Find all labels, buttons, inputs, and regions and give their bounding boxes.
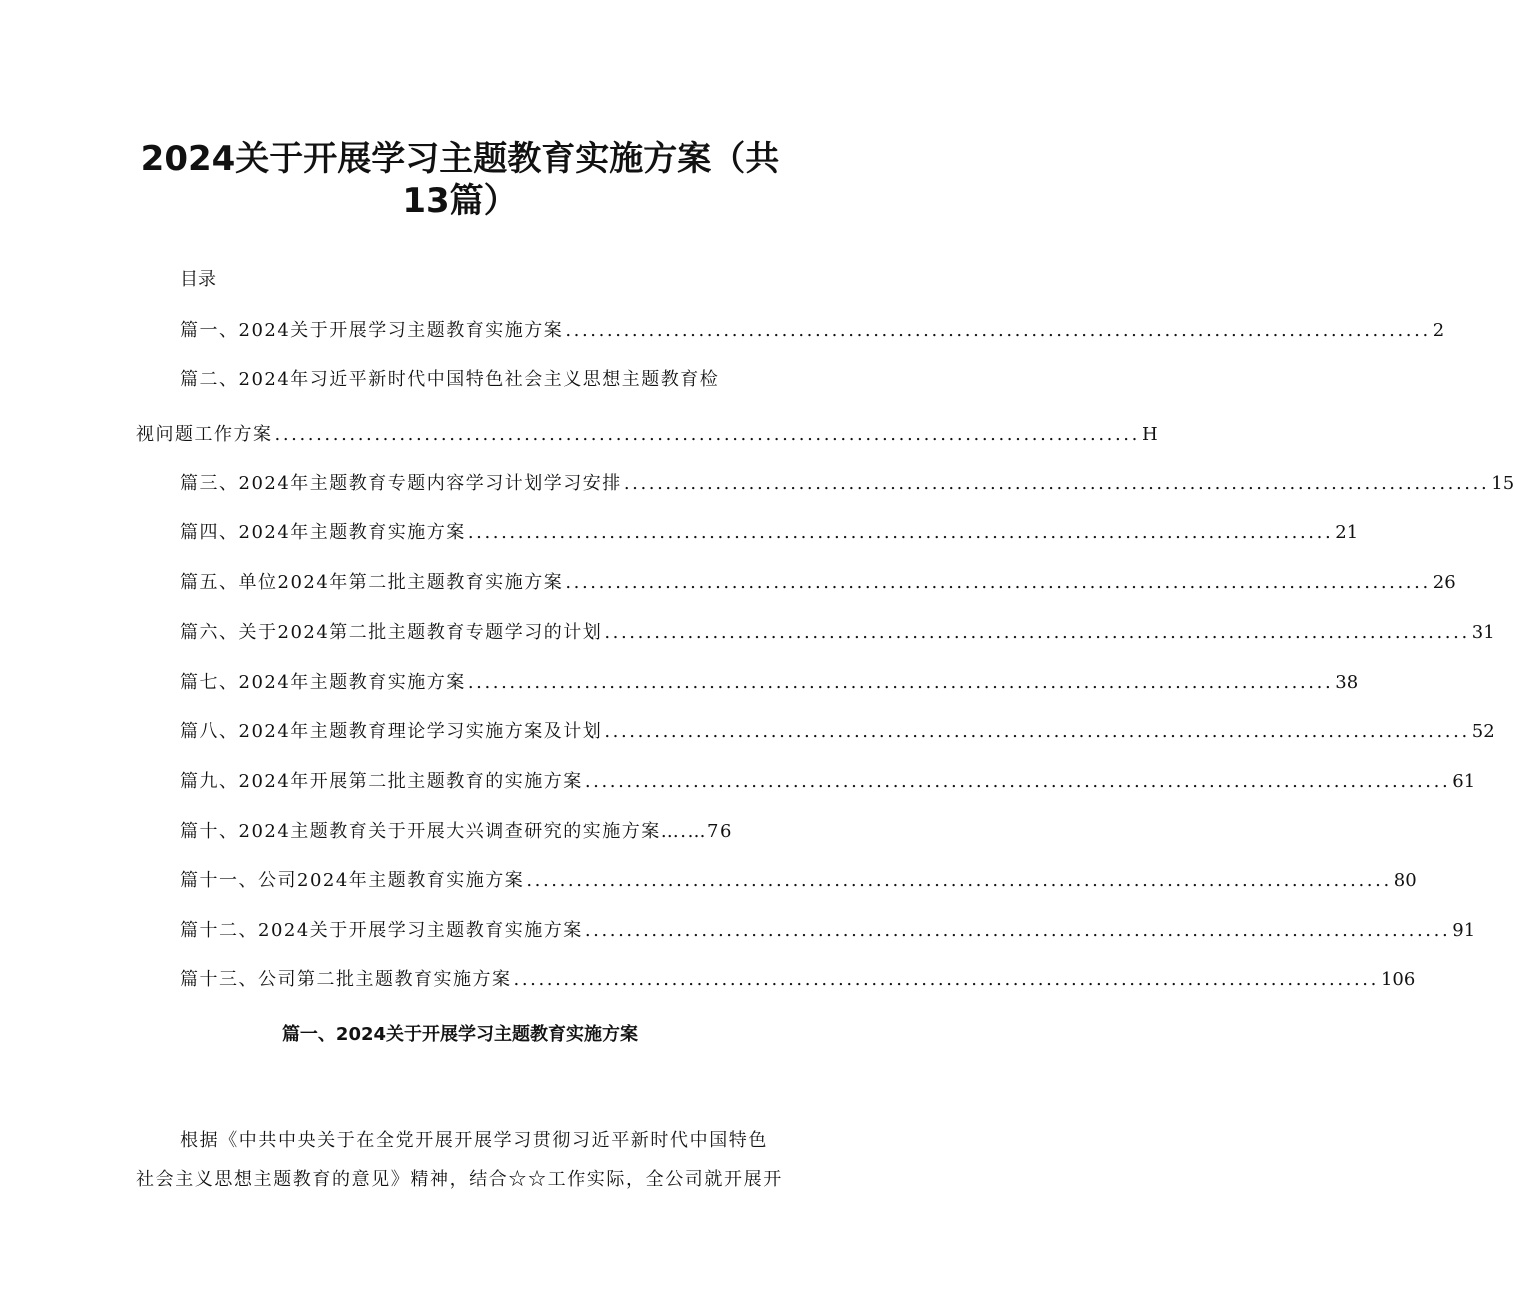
toc-entry-text: 篇十一、公司2024年主题教育实施方案 (180, 870, 525, 891)
dot-leader: ........................................................................................................ (584, 920, 1451, 941)
toc-entry-page: 26 (1432, 572, 1456, 593)
dot-leader: ........................................................................................................ (584, 771, 1451, 792)
section-heading: 篇一、2024关于开展学习主题教育实施方案 (281, 1024, 639, 1045)
toc-entry-text: 篇六、关于2024第二批主题教育专题学习的计划 (180, 622, 603, 643)
toc-label: 目录 (180, 269, 216, 290)
body-paragraph-line-2: 社会主义思想主题教育的意见》精神，结合☆☆工作实际，全公司就开展开 (136, 1169, 783, 1190)
dot-leader: ........................................................................................................ (623, 473, 1490, 494)
toc-entry-page: 52 (1471, 721, 1495, 742)
toc-entry-4[interactable] (180, 519, 1359, 547)
body-paragraph-line-1: 根据《中共中央关于在全党开展开展学习贯彻习近平新时代中国特色 (180, 1130, 768, 1151)
dot-leader: ........................................................................................................ (513, 969, 1379, 990)
toc-entry-page: 2 (1432, 320, 1445, 341)
toc-entry-page: 106 (1380, 969, 1416, 990)
toc-entry-10[interactable]: 篇十、2024主题教育关于开展大兴调查研究的实施方案….…76 (180, 821, 733, 842)
toc-entry-page: 80 (1393, 870, 1417, 891)
toc-entry-12[interactable] (180, 917, 1476, 945)
document-title-line-1: 2024关于开展学习主题教育实施方案（共 (140, 139, 780, 179)
dot-leader: ........................................................................................................ (274, 424, 1140, 445)
toc-entry-11[interactable] (180, 867, 1417, 895)
dot-leader: ........................................................................................................ (526, 870, 1392, 891)
toc-entry-9[interactable] (180, 768, 1476, 796)
toc-entry-text: 篇三、2024年主题教育专题内容学习计划学习安排 (180, 473, 622, 494)
toc-entry-page: 15 (1491, 473, 1514, 494)
toc-entry-text: 篇一、2024关于开展学习主题教育实施方案 (180, 320, 564, 341)
toc-entry-text: 篇十二、2024关于开展学习主题教育实施方案 (180, 920, 583, 941)
toc-entry-13[interactable] (180, 966, 1416, 994)
dot-leader: ........................................................................................................ (604, 721, 1470, 742)
toc-entry-page: H (1141, 424, 1158, 445)
toc-entry-text: 篇九、2024年开展第二批主题教育的实施方案 (180, 771, 583, 792)
dot-leader: ........................................................................................................ (467, 672, 1334, 693)
toc-entry-6[interactable] (180, 619, 1495, 647)
toc-entry-2-line-2[interactable] (136, 421, 1158, 449)
dot-leader: ........................................................................................................ (565, 320, 1431, 341)
toc-entry-7[interactable] (180, 669, 1359, 697)
dot-leader: ........................................................................................................ (467, 522, 1334, 543)
toc-entry-text: 篇五、单位2024年第二批主题教育实施方案 (180, 572, 564, 593)
document-title-line-2: 13篇） (402, 181, 518, 221)
toc-entry-1[interactable] (180, 317, 1445, 345)
toc-entry-page: 21 (1335, 522, 1359, 543)
toc-entry-2-line-1[interactable]: 篇二、2024年习近平新时代中国特色社会主义思想主题教育检 (180, 369, 720, 390)
dot-leader: ........................................................................................................ (604, 622, 1470, 643)
toc-entry-text: 篇十三、公司第二批主题教育实施方案 (180, 969, 512, 990)
toc-entry-page: 91 (1452, 920, 1476, 941)
toc-entry-8[interactable] (180, 718, 1495, 746)
toc-entry-text: 篇七、2024年主题教育实施方案 (180, 672, 466, 693)
toc-entry-page: 61 (1452, 771, 1476, 792)
toc-entry-5[interactable] (180, 569, 1456, 597)
toc-entry-text: 篇八、2024年主题教育理论学习实施方案及计划 (180, 721, 603, 742)
dot-leader: ........................................................................................................ (565, 572, 1431, 593)
toc-entry-page: 38 (1335, 672, 1359, 693)
toc-entry-text: 篇四、2024年主题教育实施方案 (180, 522, 466, 543)
toc-entry-text: 视问题工作方案 (136, 424, 273, 445)
toc-entry-page: 31 (1471, 622, 1495, 643)
toc-entry-3[interactable] (180, 470, 1514, 498)
